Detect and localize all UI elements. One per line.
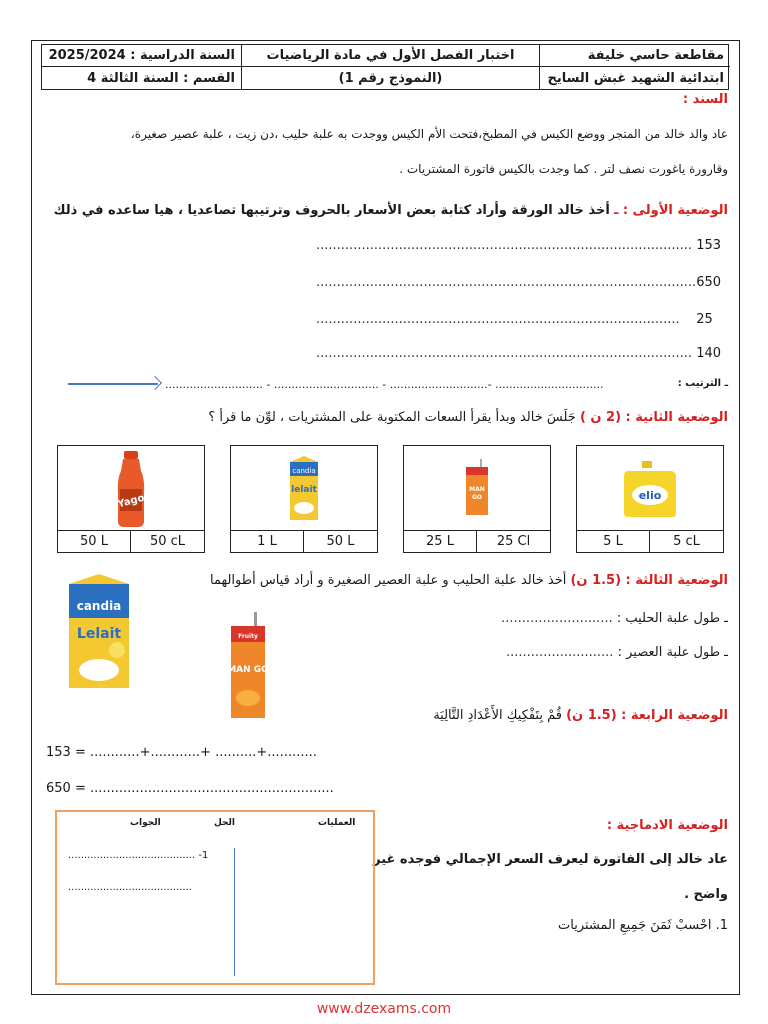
school-year: السنة الدراسية : 2025/2024: [42, 45, 242, 67]
task1-line-2: ............................................................................................650: [316, 275, 722, 290]
mango-capacity-options: [404, 530, 550, 552]
class-name: القسم : السنة الثالثة 4: [42, 67, 242, 89]
task4-heading: [433, 708, 728, 723]
column-solution: الحل: [214, 818, 235, 828]
integration-label: الوضعية الادماجية :: [606, 818, 728, 833]
column-divider: [234, 848, 235, 976]
number-25: 25: [696, 312, 713, 327]
task1-line-1: ........................................................................................... 153: [316, 238, 722, 253]
capacity-option[interactable]: 50 L: [58, 531, 131, 552]
exam-title: اختبار الفصل الأول في مادة الرياضيات: [242, 45, 540, 67]
exam-header: [41, 44, 729, 90]
number-153: 153: [696, 238, 722, 253]
svg-text:lelait: lelait: [291, 484, 317, 495]
task1-text: أخذ خالد الورقة وأراد كتابة بعض الأسعار بالحروف وترتيبها تصاعديا ، هيا ساعده في ذلك: [53, 203, 610, 218]
milk-length-question: ـ طول علبة الحليب : ...........................: [501, 611, 728, 626]
answer-box[interactable]: [55, 810, 375, 985]
milk-name-text: Lelait: [76, 626, 122, 642]
svg-text:candia: candia: [292, 466, 316, 475]
task4-text: قُمْ بِتَفْكِيكِ الأَعْدَادِ التَّالِيَة: [433, 708, 562, 723]
juice-length-label: ـ طول علبة العصير :: [617, 645, 728, 660]
school-name: ابتدائية الشهيد غبش السايح: [547, 70, 724, 86]
yago-capacity-options: [58, 530, 204, 552]
order-label: ـ الترتيب :: [677, 378, 728, 389]
juice-brand-text: Fruity: [238, 633, 258, 640]
capacity-option[interactable]: 25 L: [404, 531, 477, 552]
milk-brand-text: candia: [76, 599, 122, 613]
answer-line-2[interactable]: .......................................: [68, 882, 192, 893]
decompose-650-blanks: ...........................................................: [85, 781, 334, 796]
task2-label: الوضعية الثانية : (2 ن ): [579, 410, 728, 425]
model-number: (النموذج رقم 1): [242, 67, 540, 89]
product-card-mango[interactable]: [403, 445, 551, 553]
capacity-option[interactable]: 50 cL: [149, 534, 186, 549]
product-card-yago[interactable]: [57, 445, 205, 553]
answer-number-1: -1: [198, 850, 209, 861]
sanad-line-1: عاد والد خالد من المتجر ووضع الكيس في المطبخ،فتحت الأم الكيس ووجدت به علبة حليب ،دن زيت ، علبة عصير صغيرة،: [130, 127, 728, 141]
task1-heading: [54, 203, 728, 218]
order-dotted-line: ............................ - .............................. - ............................- ...............................: [165, 378, 604, 391]
sanad-line-2: وقارورة ياغورت نصف لتر . كما وجدت بالكيس فاتورة المشتريات .: [399, 162, 728, 176]
juice-box-image: [228, 612, 268, 720]
product-card-lelait[interactable]: [230, 445, 378, 553]
lelait-carton-image: [231, 446, 377, 531]
task1-line-3: ........................................................................................ 25: [316, 312, 713, 327]
task1-label: الوضعية الأولى : ـ: [613, 203, 728, 218]
column-operations: العمليات: [318, 818, 356, 828]
juice-name-text: MAN GO: [228, 665, 268, 675]
milk-carton-image: [63, 572, 135, 690]
decompose-153: [46, 745, 317, 760]
number-650: 650: [696, 275, 722, 290]
capacity-option[interactable]: 5 L: [577, 531, 650, 552]
decompose-153-number: 153 =: [46, 745, 86, 760]
milk-length-label: ـ طول علبة الحليب :: [616, 611, 728, 626]
sanad-title: السند :: [682, 92, 728, 107]
integration-text-1: عاد خالد إلى الفاتورة ليعرف السعر الإجمالي فوجده غير: [373, 852, 728, 867]
decompose-650: [46, 781, 334, 796]
yago-bottle-image: [58, 446, 204, 531]
number-140: 140: [696, 346, 722, 361]
integration-text-2: واضح .: [684, 887, 728, 902]
svg-text:MAN: MAN: [469, 485, 485, 493]
task3-heading: [210, 573, 728, 588]
integration-question-1: 1. احْسبْ ثَمَنَ جَمِيعِ المشتريات: [558, 918, 728, 933]
elio-capacity-options: [577, 530, 723, 552]
task2-text: جَلَسَ خالد وبدأ يقرأ السعات المكتوبة على المشتريات ، لوِّن ما قرأ ؟: [208, 410, 576, 425]
svg-text:elio: elio: [638, 488, 662, 502]
answer-line-1[interactable]: [68, 850, 208, 861]
task4-label: الوضعية الرابعة : (1.5 ن): [566, 708, 728, 723]
elio-oil-image: [577, 446, 723, 531]
task3-text: أخذ خالد علبة الحليب و علبة العصير الصغيرة و أراد قياس أطوالهما: [210, 573, 567, 588]
task2-heading: [208, 410, 728, 425]
svg-text:Yago: Yago: [116, 492, 146, 510]
footer-website[interactable]: www.dzexams.com: [316, 1001, 452, 1017]
task3-label: الوضعية الثالثة : (1.5 ن): [570, 573, 728, 588]
answer-dots-1: ........................................: [68, 850, 196, 861]
juice-length-question: ـ طول علبة العصير : ..........................: [506, 645, 728, 660]
capacity-option[interactable]: 5 cL: [673, 534, 700, 549]
column-answer: الجواب: [130, 818, 161, 828]
svg-text:GO: GO: [471, 493, 483, 501]
mango-juice-image: [404, 446, 550, 531]
district: مقاطعة حاسي خليفة: [540, 45, 730, 67]
product-card-elio[interactable]: [576, 445, 724, 553]
decompose-153-blanks: ............+............+ ..........+............: [85, 745, 317, 760]
order-arrow-icon: [68, 383, 158, 385]
decompose-650-number: 650 =: [46, 781, 86, 796]
capacity-option[interactable]: 1 L: [231, 531, 304, 552]
capacity-option[interactable]: 25 Cl: [496, 534, 531, 549]
task1-line-4: ........................................................................................... 140: [316, 346, 722, 361]
capacity-option[interactable]: 50 L: [326, 534, 355, 549]
lelait-capacity-options: [231, 530, 377, 552]
